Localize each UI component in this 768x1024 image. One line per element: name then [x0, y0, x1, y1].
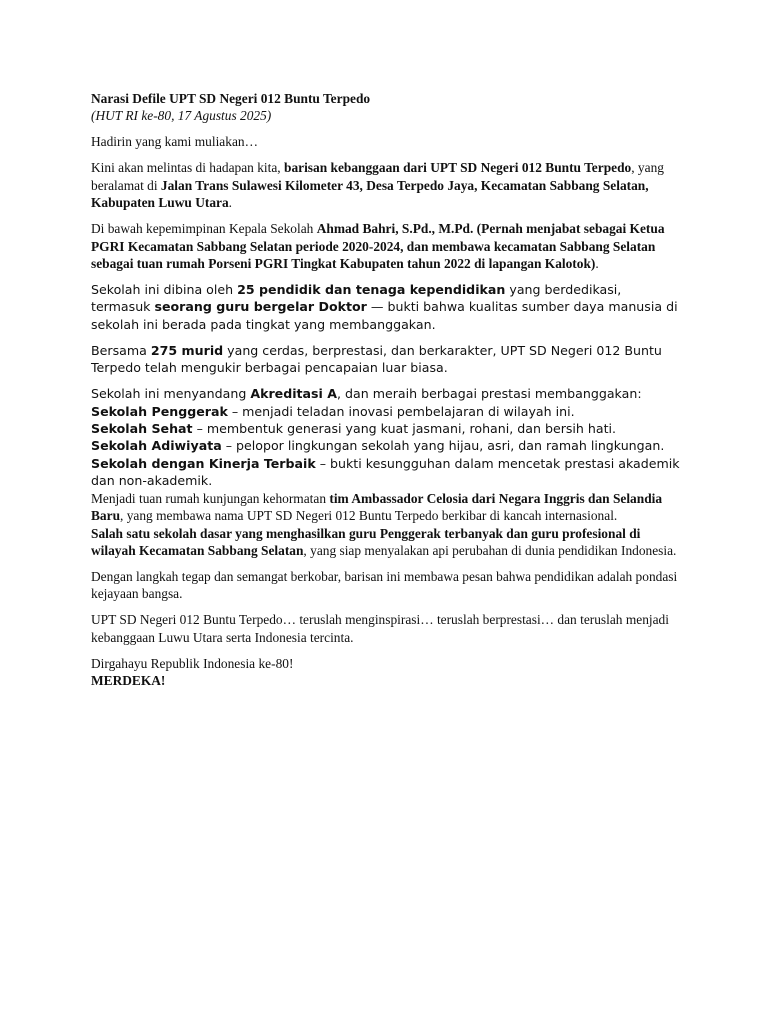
guru-bold: Salah satu sekolah dasar yang menghasilkan guru Penggerak terbanyak dan guru profesional di wilayah Kecamatan Sabbang Selatan — [91, 525, 641, 558]
students-paragraph — [91, 342, 681, 377]
achievement-title: Sekolah Sehat — [91, 421, 193, 437]
ambassador-bold: tim Ambassador Celosia dari Negara Inggris dan Selandia Baru — [91, 490, 663, 524]
achievement-item — [91, 403, 681, 420]
document-body — [91, 90, 681, 698]
document-subtitle: (HUT RI ke-80, 17 Agustus 2025) — [91, 108, 272, 124]
host-text: Menjadi tuan rumah kunjungan kehormatan — [91, 490, 330, 506]
staff-text-3: — bukti bahwa kualitas sumber daya manusia di sekolah ini berada pada tingkat yang membanggakan. — [91, 299, 678, 332]
host-line — [91, 490, 681, 525]
closing-paragraph — [91, 655, 681, 690]
merdeka-line: MERDEKA! — [91, 673, 166, 689]
accreditation-text: Sekolah ini menyandang — [91, 386, 251, 402]
principal-text-2: . — [595, 256, 599, 272]
achievement-item — [91, 437, 681, 454]
principal-paragraph — [91, 220, 681, 272]
achievement-title: Sekolah dengan Kinerja Terbaik — [91, 455, 316, 471]
guru-line — [91, 525, 681, 560]
achievement-desc: – menjadi teladan inovasi pembelajaran di wilayah ini. — [227, 403, 575, 419]
staff-count-bold: 25 pendidik dan tenaga kependidikan — [237, 282, 506, 298]
achievement-title: Sekolah Penggerak — [91, 403, 228, 419]
school-name-bold: barisan kebanggaan dari UPT SD Negeri 012 Buntu Terpedo — [284, 160, 632, 176]
staff-text-2: yang berdedikasi, termasuk — [91, 282, 622, 315]
doctor-bold: seorang guru bergelar Doktor — [154, 299, 367, 315]
intro-text-3: . — [228, 195, 233, 211]
intro-text: Kini akan melintas di hadapan kita, — [91, 160, 284, 176]
address-bold: Jalan Trans Sulawesi Kilometer 43, Desa Terpedo Jaya, Kecamatan Sabbang Selatan, Kabupaten Luwu Utara — [91, 177, 649, 211]
message-paragraph: Dengan langkah tegap dan semangat berkobar, barisan ini membawa pesan bahwa pendidikan adalah pondasi kejayaan bangsa. — [91, 568, 678, 602]
achievement-desc: – pelopor lingkungan sekolah yang hijau, asri, dan ramah lingkungan. — [221, 438, 665, 454]
accreditation-bold: Akreditasi A — [250, 386, 337, 402]
intro-text-2: , yang beralamat di — [91, 160, 664, 193]
host-text-2: , yang membawa nama UPT SD Negeri 012 Buntu Terpedo berkibar di kancah internasional. — [120, 508, 618, 524]
greeting-paragraph: Hadirin yang kami muliakan… — [91, 134, 258, 150]
students-text-2: yang cerdas, berprestasi, dan berkarakter, UPT SD Negeri 012 Buntu Terpedo telah mengukir berbagai pencapaian luar biasa. — [91, 342, 662, 376]
inspire-paragraph: UPT SD Negeri 012 Buntu Terpedo… teruslah menginspirasi… teruslah berprestasi… dan teruslah menjadi kebanggaan Luwu Utara serta Indonesia tercinta. — [91, 612, 669, 645]
staff-paragraph — [91, 281, 681, 333]
achievement-desc: – membentuk generasi yang kuat jasmani, rohani, dan bersih hati. — [192, 421, 617, 437]
principal-name-bold: Ahmad Bahri, S.Pd., M.Pd. (Pernah menjabat sebagai Ketua PGRI Kecamatan Sabbang Selatan periode 2020-2024, dan membawa kecamatan Sabbang Selatan sebagai tuan rumah Porseni PGRI Tingkat Kabupaten tahun 2022 di lapangan Kalotok) — [91, 221, 665, 272]
achievement-title: Sekolah Adiwiyata — [91, 438, 222, 454]
students-text: Bersama — [91, 342, 151, 358]
students-count-bold: 275 murid — [150, 342, 224, 358]
achievement-item — [91, 455, 681, 490]
achievement-item — [91, 420, 681, 437]
intro-paragraph — [91, 159, 681, 211]
closing-line: Dirgahayu Republik Indonesia ke-80! — [91, 655, 294, 671]
achievements-paragraph — [91, 385, 681, 559]
guru-text: , yang siap menyalakan api perubahan di dunia pendidikan Indonesia. — [303, 542, 677, 558]
document-title: Narasi Defile UPT SD Negeri 012 Buntu Terpedo — [91, 91, 371, 106]
achievement-desc: – bukti kesungguhan dalam mencetak prestasi akademik dan non-akademik. — [91, 455, 680, 489]
staff-text: Sekolah ini dibina oleh — [91, 282, 238, 298]
accreditation-line — [91, 385, 681, 402]
accreditation-text-2: , dan meraih berbagai prestasi membanggakan: — [337, 386, 642, 402]
principal-text: Di bawah kepemimpinan Kepala Sekolah — [91, 221, 317, 237]
